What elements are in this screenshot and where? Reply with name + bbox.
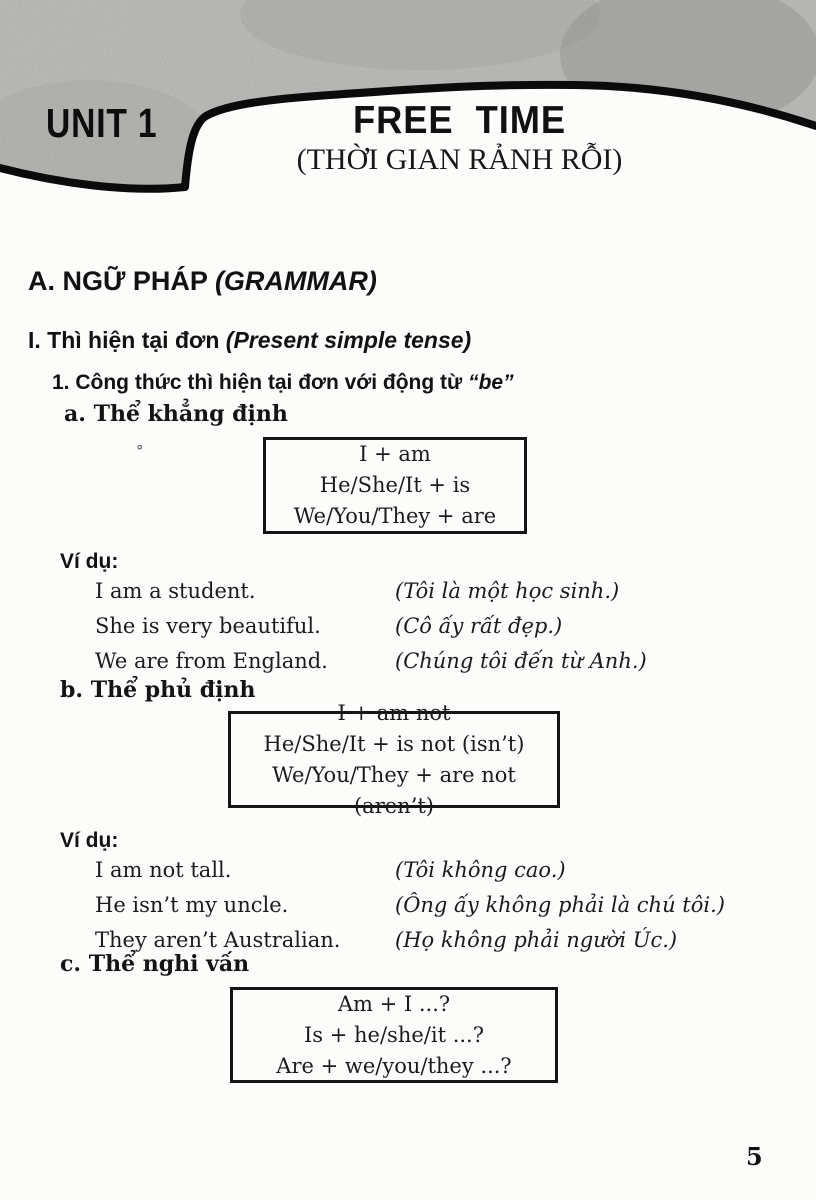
formula-line: He/She/It + is not (isn’t) [263, 731, 525, 756]
formula-line: Are + we/you/they ...? [276, 1053, 512, 1078]
example-vietnamese: (Tôi là một học sinh.) [395, 579, 620, 603]
example-row [95, 614, 647, 649]
example-label-affirmative: Ví dụ: [60, 550, 119, 573]
stray-scan-mark: ° [136, 442, 144, 460]
example-row [95, 893, 725, 928]
formula-line: Am + I ...? [337, 991, 451, 1016]
example-row [95, 579, 647, 614]
formula-line: Is + he/she/it ...? [304, 1022, 484, 1047]
formula-line: We/You/They + are [293, 504, 497, 528]
formula-line: I + am [359, 442, 431, 466]
tense-section-heading [28, 327, 471, 354]
formula-heading-text: 1. Công thức thì hiện tại đơn với động từ [52, 371, 469, 394]
grammar-section-heading [28, 266, 377, 297]
negative-formula-box [228, 700, 560, 818]
example-vietnamese: (Ông ấy không phải là chú tôi.) [395, 893, 725, 917]
example-english: They aren’t Australian. [95, 928, 341, 952]
example-english: She is very beautiful. [95, 614, 321, 638]
example-vietnamese: (Họ không phải người Úc.) [395, 928, 678, 952]
grammar-heading-vi: A. NGỮ PHÁP [28, 266, 215, 296]
formula-heading-term: “be” [468, 371, 514, 394]
unit-title: FREE TIME [353, 99, 566, 142]
example-english: I am a student. [95, 579, 256, 603]
example-label-negative: Ví dụ: [60, 829, 119, 852]
example-vietnamese: (Chúng tôi đến từ Anh.) [395, 649, 647, 673]
example-english: We are from England. [95, 649, 328, 673]
example-english: I am not tall. [95, 858, 232, 882]
tense-heading-en: (Present simple tense) [225, 327, 472, 353]
formula-line: We/You/They + are not (aren’t) [272, 762, 516, 818]
affirmative-examples [95, 579, 647, 684]
unit-number-label: UNIT 1 [46, 100, 158, 146]
example-vietnamese: (Cô ấy rất đẹp.) [395, 614, 563, 638]
affirmative-formula-box [263, 437, 527, 534]
formula-line: He/She/It + is [319, 473, 471, 497]
example-vietnamese: (Tôi không cao.) [395, 858, 566, 882]
unit-subtitle: (THỜI GIAN RẢNH RỖI) [296, 143, 623, 176]
negative-examples [95, 858, 725, 963]
grammar-heading-en: (GRAMMAR) [214, 266, 377, 296]
affirmative-heading: a. Thể khẳng định [64, 401, 288, 427]
negative-heading: b. Thể phủ định [60, 677, 256, 703]
formula-line: I + am not [337, 700, 451, 725]
example-row [95, 858, 725, 893]
formula-section-heading [52, 371, 514, 395]
example-english: He isn’t my uncle. [95, 893, 289, 917]
interrogative-heading: c. Thể nghi vấn [60, 951, 250, 977]
unit-title-block [262, 101, 657, 176]
interrogative-formula-box [230, 987, 558, 1083]
tense-heading-vi: I. Thì hiện tại đơn [28, 327, 226, 353]
page-number: 5 [746, 1142, 763, 1171]
